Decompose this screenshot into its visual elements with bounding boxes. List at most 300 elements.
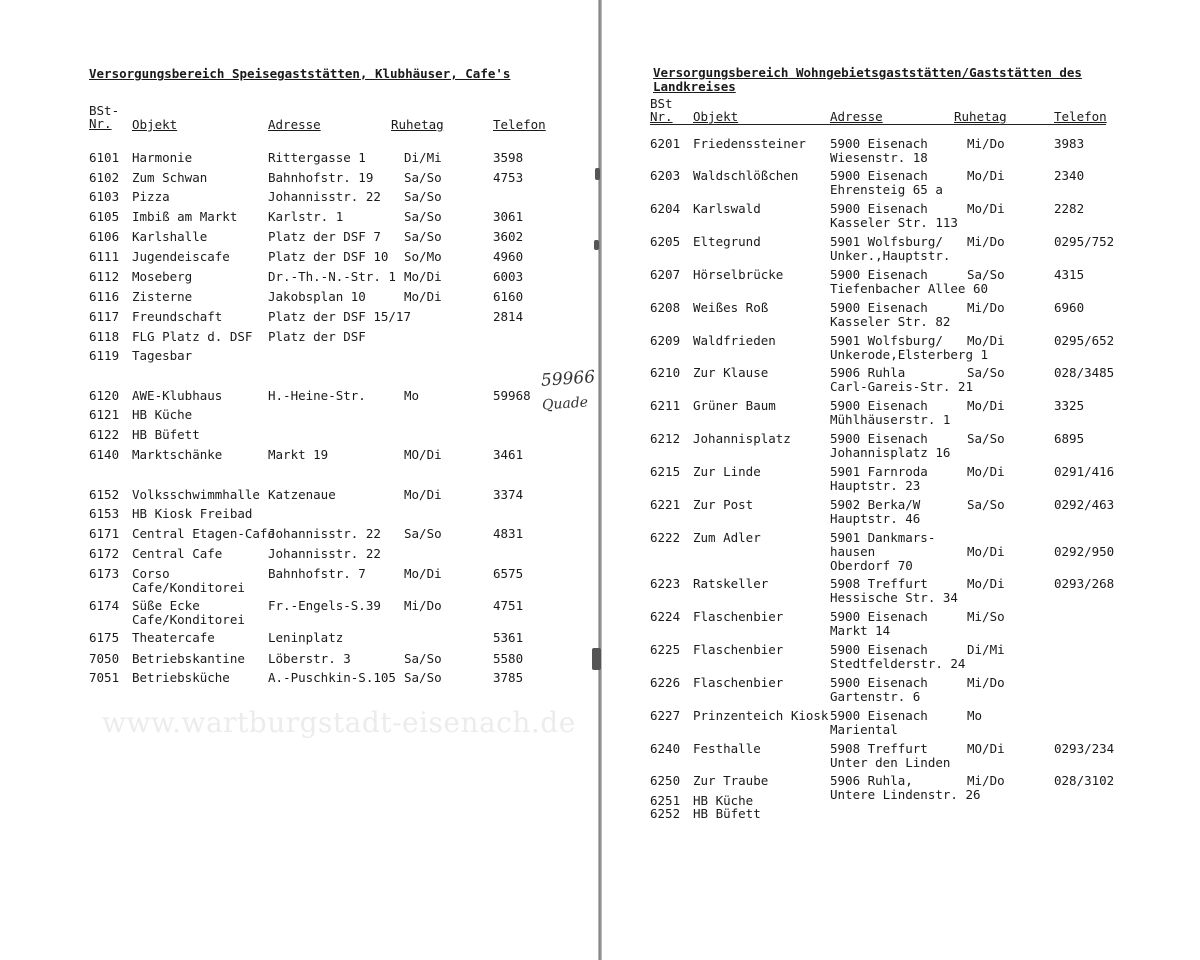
cell-adresse (268, 599, 381, 613)
cell-objekt (132, 408, 192, 422)
cell-telefon: 5580 (493, 651, 524, 666)
cell-adresse (268, 230, 381, 244)
cell-ruhetag: Sa/So (404, 189, 442, 204)
header-objekt: Objekt (132, 117, 178, 132)
cell-adresse (830, 432, 950, 460)
cell-ruhetag: Mi/Do (967, 136, 1005, 151)
cell-bst-nr: 6171 (89, 526, 120, 541)
objekt-line: Weißes Roß (693, 300, 769, 315)
cell-ruhetag: Sa/So (404, 651, 442, 666)
cell-ruhetag: So/Mo (404, 249, 442, 264)
cell-adresse (830, 610, 928, 638)
cell-objekt (693, 432, 791, 446)
cell-objekt (132, 527, 275, 541)
left-page (0, 0, 598, 960)
cell-objekt (693, 774, 768, 788)
header-nr-line2: Nr. (89, 116, 112, 131)
cell-objekt (693, 301, 768, 315)
cell-telefon: 6895 (1054, 431, 1085, 446)
cell-adresse (830, 137, 928, 165)
cell-bst-nr: 6153 (89, 506, 120, 521)
cell-bst-nr: 6152 (89, 487, 120, 502)
cell-telefon: 028/3102 (1054, 773, 1115, 788)
objekt-line: HB Kiosk Freibad (132, 506, 253, 521)
objekt-line: Zisterne (132, 289, 193, 304)
cell-telefon: 3598 (493, 150, 524, 165)
cell-telefon: 0295/752 (1054, 234, 1115, 249)
cell-adresse (268, 652, 351, 666)
cell-adresse (268, 290, 366, 304)
adresse-line: Kasseler Str. 82 (830, 314, 951, 329)
cell-telefon: 2282 (1054, 201, 1085, 216)
objekt-line: Cafe/Konditorei (132, 612, 245, 627)
objekt-line: Zum Adler (693, 530, 761, 545)
adresse-line: Carl-Gareis-Str. 21 (830, 379, 973, 394)
objekt-line: Zum Schwan (132, 170, 208, 185)
cell-telefon: 3785 (493, 670, 524, 685)
cell-objekt (132, 671, 230, 685)
cell-objekt (693, 531, 761, 545)
objekt-line: Johannisplatz (693, 431, 791, 446)
cell-adresse (268, 631, 343, 645)
cell-telefon: 3983 (1054, 136, 1085, 151)
adresse-line: 5906 Ruhla, (830, 773, 913, 788)
adresse-line: Oberdorf 70 (830, 558, 913, 573)
adresse-line: 5900 Eisenach (830, 168, 928, 183)
cell-bst-nr: 6203 (650, 168, 681, 183)
cell-bst-nr: 6209 (650, 333, 681, 348)
cell-telefon: 3374 (493, 487, 524, 502)
header-adresse: Adresse (268, 117, 321, 132)
adresse-line: 5901 Farnroda (830, 464, 928, 479)
cell-bst-nr: 6106 (89, 229, 120, 244)
cell-objekt (132, 330, 252, 344)
cell-bst-nr: 6240 (650, 741, 681, 756)
cell-adresse (268, 448, 328, 462)
spine-mark (592, 648, 601, 670)
cell-objekt (693, 235, 761, 249)
cell-telefon: 3461 (493, 447, 524, 462)
objekt-line: HB Küche (132, 407, 193, 422)
objekt-line: HB Büfett (132, 427, 200, 442)
objekt-line: Ratskeller (693, 576, 769, 591)
cell-ruhetag: Mo/Di (967, 464, 1005, 479)
cell-objekt (693, 742, 761, 756)
adresse-line: Ehrensteig 65 a (830, 182, 943, 197)
header-nr (89, 104, 119, 130)
objekt-line: Flaschenbier (693, 609, 784, 624)
cell-bst-nr: 6251 (650, 793, 681, 808)
cell-telefon: 0295/652 (1054, 333, 1115, 348)
adresse-line: Johannisstr. 22 (268, 546, 381, 561)
adresse-line: 5901 Wolfsburg/ (830, 234, 943, 249)
cell-objekt (693, 137, 806, 151)
cell-adresse (830, 399, 950, 427)
cell-ruhetag: Mi/Do (967, 234, 1005, 249)
book-spine (598, 0, 602, 960)
cell-ruhetag: Mi/Do (967, 300, 1005, 315)
adresse-line: 5900 Eisenach (830, 300, 928, 315)
cell-ruhetag: Mo/Di (404, 269, 442, 284)
cell-objekt (132, 250, 230, 264)
adresse-line: 5908 Treffurt (830, 576, 928, 591)
adresse-line: Untere Lindenstr. 26 (830, 787, 981, 802)
watermark: www.wartburgstadt-eisenach.de (102, 706, 576, 739)
objekt-line: Zur Linde (693, 464, 761, 479)
adresse-line: Kasseler Str. 113 (830, 215, 958, 230)
objekt-line: Karlshalle (132, 229, 208, 244)
objekt-line: Marktschänke (132, 447, 223, 462)
adresse-line: Bahnhofstr. 19 (268, 170, 374, 185)
cell-ruhetag: MO/Di (404, 447, 442, 462)
cell-bst-nr: 6211 (650, 398, 681, 413)
cell-adresse (830, 465, 928, 493)
cell-bst-nr: 7050 (89, 651, 120, 666)
cell-ruhetag: Mi/Do (404, 598, 442, 613)
objekt-line: Süße Ecke (132, 598, 200, 613)
objekt-line: Moseberg (132, 269, 193, 284)
cell-bst-nr: 6112 (89, 269, 120, 284)
objekt-line: Flaschenbier (693, 642, 784, 657)
adresse-line: Karlstr. 1 (268, 209, 344, 224)
cell-objekt (132, 652, 245, 666)
objekt-line: Betriebskantine (132, 651, 245, 666)
adresse-line: Gartenstr. 6 (830, 689, 921, 704)
adresse-line: Markt 14 (830, 623, 891, 638)
adresse-line: Platz der DSF 7 (268, 229, 381, 244)
objekt-line: Corso (132, 566, 170, 581)
adresse-line: 5906 Ruhla (830, 365, 906, 380)
cell-bst-nr: 6223 (650, 576, 681, 591)
adresse-line: Fr.-Engels-S.39 (268, 598, 381, 613)
cell-bst-nr: 6173 (89, 566, 120, 581)
cell-bst-nr: 6250 (650, 773, 681, 788)
adresse-line: 5901 Wolfsburg/ (830, 333, 943, 348)
cell-telefon: 0292/463 (1054, 497, 1115, 512)
adresse-line: Leninplatz (268, 630, 344, 645)
cell-ruhetag: Sa/So (404, 670, 442, 685)
cell-telefon: 2340 (1054, 168, 1085, 183)
cell-bst-nr: 6118 (89, 329, 120, 344)
adresse-line: Mariental (830, 722, 898, 737)
objekt-line: Freundschaft (132, 309, 223, 324)
cell-objekt (132, 389, 222, 403)
adresse-line: 5900 Eisenach (830, 267, 928, 282)
cell-telefon: 6960 (1054, 300, 1085, 315)
adresse-line: Unter den Linden (830, 755, 951, 770)
cell-bst-nr: 6140 (89, 447, 120, 462)
cell-objekt (132, 230, 207, 244)
cell-objekt (132, 599, 245, 627)
cell-objekt (693, 498, 753, 512)
objekt-line: Grüner Baum (693, 398, 776, 413)
cell-ruhetag: Mo/Di (967, 333, 1005, 348)
objekt-line: Zur Post (693, 497, 754, 512)
cell-ruhetag: Mi/Do (967, 675, 1005, 690)
objekt-line: Betriebsküche (132, 670, 230, 685)
adresse-line: Platz der DSF 10 (268, 249, 389, 264)
cell-objekt (693, 807, 761, 821)
header-ruhetag: Ruhetag (391, 117, 444, 132)
handwritten-note: Quade (541, 394, 589, 414)
header-nr-line1: BSt- (89, 103, 120, 118)
cell-bst-nr: 6222 (650, 530, 681, 545)
cell-adresse (268, 310, 411, 324)
adresse-line: Hauptstr. 23 (830, 478, 921, 493)
cell-ruhetag: Sa/So (404, 526, 442, 541)
cell-adresse (830, 169, 943, 197)
cell-adresse (268, 389, 366, 403)
cell-ruhetag: Sa/So (967, 365, 1005, 380)
objekt-line: Pizza (132, 189, 170, 204)
cell-bst-nr: 6252 (650, 806, 681, 821)
cell-bst-nr: 6105 (89, 209, 120, 224)
cell-ruhetag: Mo/Di (967, 201, 1005, 216)
adresse-line: 5900 Eisenach (830, 675, 928, 690)
adresse-line: 5900 Eisenach (830, 708, 928, 723)
cell-ruhetag: Mo (967, 708, 983, 723)
adresse-line: Tiefenbacher Allee 60 (830, 281, 989, 296)
cell-ruhetag: Mo (404, 388, 420, 403)
cell-telefon: 028/3485 (1054, 365, 1115, 380)
cell-bst-nr: 6215 (650, 464, 681, 479)
cell-bst-nr: 6210 (650, 365, 681, 380)
cell-objekt (132, 448, 222, 462)
cell-ruhetag: MO/Di (967, 741, 1005, 756)
adresse-line: Markt 19 (268, 447, 329, 462)
cell-adresse (830, 577, 958, 605)
header-ruhetag: Ruhetag (954, 109, 1007, 124)
cell-bst-nr: 6221 (650, 497, 681, 512)
cell-objekt (693, 610, 783, 624)
cell-adresse (268, 547, 381, 561)
cell-adresse (830, 334, 988, 362)
cell-bst-nr: 6175 (89, 630, 120, 645)
cell-telefon: 2814 (493, 309, 524, 324)
objekt-line: HB Büfett (693, 806, 761, 821)
cell-objekt (693, 577, 768, 591)
adresse-line: Bahnhofstr. 7 (268, 566, 366, 581)
cell-objekt (693, 268, 783, 282)
cell-telefon: 4753 (493, 170, 524, 185)
adresse-line: 5900 Eisenach (830, 136, 928, 151)
objekt-line: Prinzenteich Kiosk (693, 708, 829, 723)
cell-objekt (132, 171, 207, 185)
cell-ruhetag: Mi/So (967, 609, 1005, 624)
cell-objekt (693, 169, 798, 183)
cell-ruhetag: Mo/Di (404, 289, 442, 304)
objekt-line: Waldfrieden (693, 333, 776, 348)
header-adresse: Adresse (830, 109, 883, 124)
cell-telefon: 4315 (1054, 267, 1085, 282)
adresse-line: Hessische Str. 34 (830, 590, 958, 605)
cell-bst-nr: 6101 (89, 150, 120, 165)
spine-mark (595, 168, 600, 180)
adresse-line: H.-Heine-Str. (268, 388, 366, 403)
objekt-line: AWE-Klubhaus (132, 388, 223, 403)
adresse-line: Johannisplatz 16 (830, 445, 951, 460)
cell-ruhetag: Sa/So (967, 267, 1005, 282)
cell-objekt (132, 290, 192, 304)
adresse-line: Dr.-Th.-N.-Str. 1 (268, 269, 396, 284)
cell-objekt (132, 270, 192, 284)
adresse-line: 5908 Treffurt (830, 741, 928, 756)
header-nr-line2: Nr. (650, 109, 673, 124)
cell-bst-nr: 6119 (89, 348, 120, 363)
header-nr (650, 97, 673, 123)
adresse-line: Rittergasse 1 (268, 150, 366, 165)
cell-telefon: 59968 (493, 388, 531, 403)
objekt-line: Festhalle (693, 741, 761, 756)
cell-ruhetag: Di/Mi (967, 642, 1005, 657)
cell-ruhetag: Mo/Di (967, 168, 1005, 183)
adresse-line: 5900 Eisenach (830, 398, 928, 413)
cell-adresse (268, 250, 388, 264)
cell-adresse (268, 210, 343, 224)
cell-objekt (132, 488, 260, 502)
adresse-line: Unkerode,Elsterberg 1 (830, 347, 989, 362)
objekt-line: Karlswald (693, 201, 761, 216)
adresse-line: Unker.,Hauptstr. (830, 248, 951, 263)
cell-telefon: 6160 (493, 289, 524, 304)
cell-telefon: 5361 (493, 630, 524, 645)
cell-bst-nr: 6204 (650, 201, 681, 216)
cell-adresse (268, 330, 366, 344)
cell-adresse (268, 171, 373, 185)
cell-bst-nr: 6111 (89, 249, 120, 264)
cell-adresse (830, 709, 928, 737)
cell-telefon: 3325 (1054, 398, 1085, 413)
objekt-line: Tagesbar (132, 348, 193, 363)
objekt-line: Central Etagen-Cafe (132, 526, 275, 541)
adresse-line: Wiesenstr. 18 (830, 150, 928, 165)
cell-bst-nr: 6205 (650, 234, 681, 249)
cell-adresse (830, 498, 920, 526)
cell-adresse (268, 527, 381, 541)
left-page-title: Versorgungsbereich Speisegaststätten, Klubhäuser, Cafe's (89, 66, 511, 81)
cell-objekt (132, 210, 237, 224)
cell-ruhetag: Mo/Di (967, 576, 1005, 591)
cell-telefon: 4960 (493, 249, 524, 264)
objekt-line: Cafe/Konditorei (132, 580, 245, 595)
cell-adresse (830, 531, 935, 573)
cell-objekt (693, 399, 776, 413)
objekt-line: Eltegrund (693, 234, 761, 249)
cell-bst-nr: 6116 (89, 289, 120, 304)
right-page-title: Versorgungsbereich Wohngebietsgaststätten/Gaststätten des Landkreises (653, 65, 1082, 94)
cell-ruhetag: Sa/So (404, 229, 442, 244)
objekt-line: FLG Platz d. DSF (132, 329, 253, 344)
cell-objekt (132, 310, 222, 324)
header-objekt: Objekt (693, 109, 739, 124)
cell-adresse (268, 488, 336, 502)
cell-adresse (268, 190, 381, 204)
cell-bst-nr: 6224 (650, 609, 681, 624)
cell-ruhetag: Mo/Di (404, 487, 442, 502)
cell-bst-nr: 6122 (89, 427, 120, 442)
cell-adresse (830, 774, 981, 802)
cell-adresse (268, 270, 396, 284)
cell-telefon: 6003 (493, 269, 524, 284)
objekt-line: Volksschwimmhalle (132, 487, 260, 502)
cell-ruhetag: Sa/So (967, 431, 1005, 446)
cell-adresse (830, 235, 950, 263)
header-telefon: Telefon (1054, 109, 1107, 124)
cell-bst-nr: 6226 (650, 675, 681, 690)
objekt-line: Flaschenbier (693, 675, 784, 690)
cell-telefon: 3602 (493, 229, 524, 244)
objekt-line: Jugendeiscafe (132, 249, 230, 264)
adresse-line: 5901 Dankmars- (830, 530, 936, 545)
cell-adresse (268, 567, 366, 581)
cell-bst-nr: 6121 (89, 407, 120, 422)
cell-adresse (830, 742, 950, 770)
cell-objekt (693, 709, 828, 723)
cell-adresse (830, 202, 958, 230)
adresse-line: Hauptstr. 46 (830, 511, 921, 526)
cell-ruhetag: Di/Mi (404, 150, 442, 165)
cell-telefon: 3061 (493, 209, 524, 224)
adresse-line: Jakobsplan 10 (268, 289, 366, 304)
cell-telefon: 4751 (493, 598, 524, 613)
cell-bst-nr: 6103 (89, 189, 120, 204)
cell-objekt (132, 547, 222, 561)
adresse-line: Katzenaue (268, 487, 336, 502)
cell-ruhetag: Sa/So (967, 497, 1005, 512)
cell-objekt (693, 366, 768, 380)
cell-telefon: 0292/950 (1054, 544, 1115, 559)
objekt-line: Harmonie (132, 150, 193, 165)
adresse-line: Johannisstr. 22 (268, 189, 381, 204)
right-page (603, 0, 1200, 960)
header-underline (650, 124, 1106, 125)
adresse-line: 5900 Eisenach (830, 431, 928, 446)
cell-bst-nr: 7051 (89, 670, 120, 685)
cell-adresse (268, 151, 366, 165)
header-telefon: Telefon (493, 117, 546, 132)
adresse-line: 5900 Eisenach (830, 201, 928, 216)
cell-objekt (132, 507, 252, 521)
handwritten-number: 59966 (540, 367, 596, 391)
cell-objekt (693, 643, 783, 657)
objekt-line: Friedenssteiner (693, 136, 806, 151)
cell-ruhetag: Mo/Di (967, 544, 1005, 559)
adresse-line: Löberstr. 3 (268, 651, 351, 666)
cell-telefon: 4831 (493, 526, 524, 541)
objekt-line: Central Cafe (132, 546, 223, 561)
cell-bst-nr: 6227 (650, 708, 681, 723)
cell-adresse (268, 671, 396, 685)
cell-telefon: 6575 (493, 566, 524, 581)
objekt-line: HB Küche (693, 793, 754, 808)
objekt-line: Theatercafe (132, 630, 215, 645)
objekt-line: Zur Klause (693, 365, 769, 380)
objekt-line: Hörselbrücke (693, 267, 784, 282)
cell-ruhetag: Sa/So (404, 209, 442, 224)
cell-objekt (132, 428, 200, 442)
cell-ruhetag: Mo/Di (967, 398, 1005, 413)
adresse-line: Johannisstr. 22 (268, 526, 381, 541)
cell-ruhetag: Mi/Do (967, 773, 1005, 788)
cell-bst-nr: 6174 (89, 598, 120, 613)
cell-objekt (693, 676, 783, 690)
adresse-line: Platz der DSF 15/17 (268, 309, 411, 324)
adresse-line: 5900 Eisenach (830, 609, 928, 624)
cell-objekt (693, 334, 776, 348)
cell-telefon: 0293/268 (1054, 576, 1115, 591)
objekt-line: Imbiß am Markt (132, 209, 238, 224)
adresse-line: Platz der DSF (268, 329, 366, 344)
